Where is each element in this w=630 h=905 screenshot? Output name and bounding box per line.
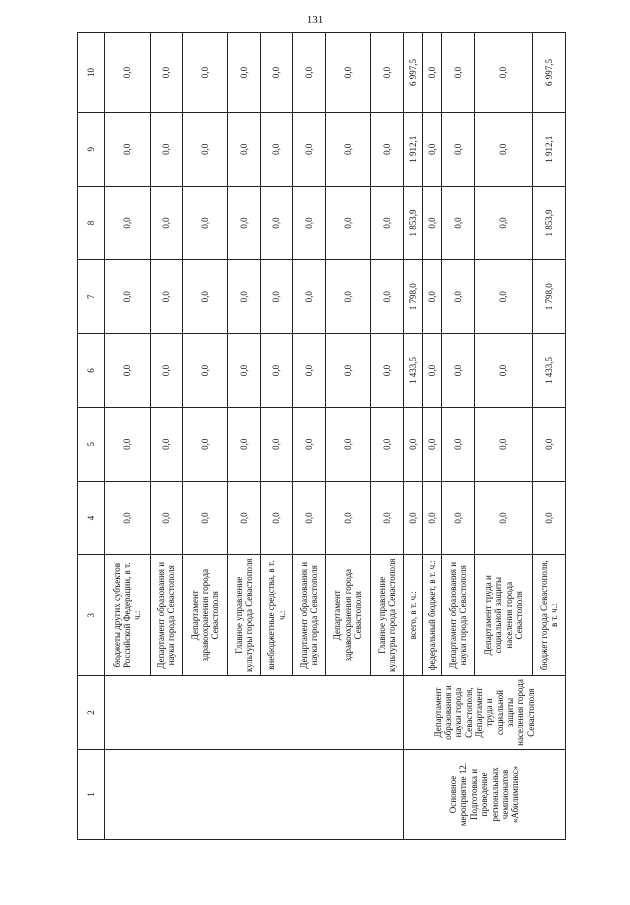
value-cell: 0,0 bbox=[474, 260, 533, 334]
responsible-org: Департамент образования и науки города Севастополя, Департамент труда и социальной защиты населения города Севастополя bbox=[403, 676, 565, 750]
value-cell: 0,0 bbox=[403, 407, 422, 481]
value-cell: 0,0 bbox=[260, 334, 292, 408]
value-cell: 0,0 bbox=[371, 334, 403, 408]
funding-source: бюджет города Севастополя, в т. ч.: bbox=[533, 555, 566, 676]
col-header-9: 9 bbox=[78, 112, 105, 186]
value-cell: 0,0 bbox=[325, 481, 371, 555]
value-cell: 0,0 bbox=[533, 481, 566, 555]
value-cell: 0,0 bbox=[228, 407, 260, 481]
value-cell: 0,0 bbox=[474, 33, 533, 113]
value-cell: 0,0 bbox=[182, 334, 228, 408]
value-cell: 0,0 bbox=[423, 260, 442, 334]
value-cell: 0,0 bbox=[371, 407, 403, 481]
rotated-table-container bbox=[77, 32, 566, 840]
col-header-10: 10 bbox=[78, 33, 105, 113]
value-cell: 1 798,0 bbox=[533, 260, 566, 334]
value-cell: 0,0 bbox=[150, 334, 182, 408]
value-cell: 0,0 bbox=[442, 112, 474, 186]
value-cell: 0,0 bbox=[474, 186, 533, 260]
value-cell: 1 853,9 bbox=[533, 186, 566, 260]
funding-source: бюджеты других субъектов Российской Федерации, в т. ч.: bbox=[105, 555, 151, 676]
col-header-2: 2 bbox=[78, 676, 105, 750]
table-row bbox=[403, 33, 422, 840]
value-cell: 0,0 bbox=[423, 33, 442, 113]
value-cell: 1 798,0 bbox=[403, 260, 422, 334]
value-cell: 0,0 bbox=[442, 334, 474, 408]
value-cell: 0,0 bbox=[260, 112, 292, 186]
value-cell: 0,0 bbox=[260, 33, 292, 113]
value-cell: 0,0 bbox=[423, 186, 442, 260]
value-cell: 0,0 bbox=[325, 186, 371, 260]
value-cell: 1 853,9 bbox=[403, 186, 422, 260]
value-cell: 0,0 bbox=[423, 407, 442, 481]
value-cell: 0,0 bbox=[260, 186, 292, 260]
value-cell: 0,0 bbox=[228, 112, 260, 186]
value-cell: 0,0 bbox=[105, 260, 151, 334]
col-header-6: 6 bbox=[78, 334, 105, 408]
value-cell: 0,0 bbox=[105, 112, 151, 186]
value-cell: 0,0 bbox=[182, 33, 228, 113]
value-cell: 0,0 bbox=[150, 260, 182, 334]
header-row bbox=[78, 33, 105, 840]
value-cell: 0,0 bbox=[105, 407, 151, 481]
value-cell: 0,0 bbox=[442, 481, 474, 555]
value-cell: 0,0 bbox=[325, 33, 371, 113]
value-cell: 0,0 bbox=[325, 334, 371, 408]
funding-source: всего, в т. ч.: bbox=[403, 555, 422, 676]
col-header-8: 8 bbox=[78, 186, 105, 260]
value-cell: 0,0 bbox=[228, 186, 260, 260]
value-cell: 0,0 bbox=[105, 334, 151, 408]
funding-source: Департамент образования и науки города Севастополя bbox=[293, 555, 325, 676]
value-cell: 0,0 bbox=[182, 260, 228, 334]
value-cell: 1 912,1 bbox=[403, 112, 422, 186]
value-cell: 0,0 bbox=[182, 481, 228, 555]
value-cell: 0,0 bbox=[182, 112, 228, 186]
value-cell: 0,0 bbox=[474, 481, 533, 555]
value-cell: 0,0 bbox=[182, 407, 228, 481]
col-header-4: 4 bbox=[78, 481, 105, 555]
value-cell: 0,0 bbox=[474, 334, 533, 408]
value-cell: 0,0 bbox=[442, 260, 474, 334]
value-cell: 0,0 bbox=[325, 260, 371, 334]
funding-source: Департамент образования и науки города Севастополя bbox=[442, 555, 474, 676]
value-cell: 0,0 bbox=[182, 186, 228, 260]
value-cell: 0,0 bbox=[403, 481, 422, 555]
value-cell: 6 997,5 bbox=[533, 33, 566, 113]
funding-source: Департамент образования и науки города Севастополя bbox=[150, 555, 182, 676]
value-cell: 1 912,1 bbox=[533, 112, 566, 186]
value-cell: 0,0 bbox=[371, 260, 403, 334]
budget-table bbox=[77, 32, 566, 840]
value-cell: 0,0 bbox=[325, 407, 371, 481]
value-cell: 0,0 bbox=[150, 186, 182, 260]
page-number: 131 bbox=[306, 14, 324, 26]
value-cell: 0,0 bbox=[150, 481, 182, 555]
value-cell: 0,0 bbox=[260, 481, 292, 555]
value-cell: 0,0 bbox=[228, 260, 260, 334]
value-cell: 0,0 bbox=[105, 186, 151, 260]
value-cell: 0,0 bbox=[371, 481, 403, 555]
table-row bbox=[105, 33, 151, 840]
prev-activity-name-cell bbox=[105, 749, 404, 839]
funding-source: Главное управление культуры города Севастополя bbox=[228, 555, 260, 676]
value-cell: 0,0 bbox=[371, 186, 403, 260]
value-cell: 0,0 bbox=[228, 481, 260, 555]
value-cell: 0,0 bbox=[293, 334, 325, 408]
table-viewport bbox=[77, 32, 566, 840]
value-cell: 0,0 bbox=[533, 407, 566, 481]
funding-source: федеральный бюджет, в т. ч.: bbox=[423, 555, 442, 676]
funding-source: внебюджетные средства, в т. ч.: bbox=[260, 555, 292, 676]
value-cell: 0,0 bbox=[423, 334, 442, 408]
value-cell: 0,0 bbox=[371, 112, 403, 186]
value-cell: 0,0 bbox=[325, 112, 371, 186]
value-cell: 0,0 bbox=[228, 33, 260, 113]
value-cell: 0,0 bbox=[293, 407, 325, 481]
value-cell: 0,0 bbox=[105, 481, 151, 555]
col-header-5: 5 bbox=[78, 407, 105, 481]
activity-name: Основное мероприятие 12. Подготовка и проведение региональных чемпионатов «Абилимпикс» bbox=[403, 749, 565, 839]
value-cell: 0,0 bbox=[293, 481, 325, 555]
value-cell: 0,0 bbox=[293, 33, 325, 113]
value-cell: 0,0 bbox=[423, 481, 442, 555]
value-cell: 0,0 bbox=[371, 33, 403, 113]
value-cell: 0,0 bbox=[474, 112, 533, 186]
value-cell: 0,0 bbox=[293, 112, 325, 186]
funding-source: Департамент здравоохранения города Севастополя bbox=[182, 555, 228, 676]
value-cell: 0,0 bbox=[442, 186, 474, 260]
value-cell: 0,0 bbox=[474, 407, 533, 481]
prev-activity-org-cell bbox=[105, 676, 404, 750]
value-cell: 0,0 bbox=[105, 33, 151, 113]
value-cell: 0,0 bbox=[442, 407, 474, 481]
value-cell: 0,0 bbox=[293, 186, 325, 260]
funding-source: Департамент здравоохранения города Севастополя bbox=[325, 555, 371, 676]
value-cell: 0,0 bbox=[423, 112, 442, 186]
value-cell: 1 433,5 bbox=[403, 334, 422, 408]
value-cell: 0,0 bbox=[150, 112, 182, 186]
funding-source: Департамент труда и социальной защиты населения города Севастополя bbox=[474, 555, 533, 676]
col-header-7: 7 bbox=[78, 260, 105, 334]
value-cell: 0,0 bbox=[228, 334, 260, 408]
value-cell: 0,0 bbox=[260, 407, 292, 481]
col-header-3: 3 bbox=[78, 555, 105, 676]
value-cell: 1 433,5 bbox=[533, 334, 566, 408]
value-cell: 6 997,5 bbox=[403, 33, 422, 113]
col-header-1: 1 bbox=[78, 749, 105, 839]
value-cell: 0,0 bbox=[260, 260, 292, 334]
value-cell: 0,0 bbox=[293, 260, 325, 334]
value-cell: 0,0 bbox=[442, 33, 474, 113]
funding-source: Главное управление культуры города Севастополя bbox=[371, 555, 403, 676]
value-cell: 0,0 bbox=[150, 33, 182, 113]
value-cell: 0,0 bbox=[150, 407, 182, 481]
